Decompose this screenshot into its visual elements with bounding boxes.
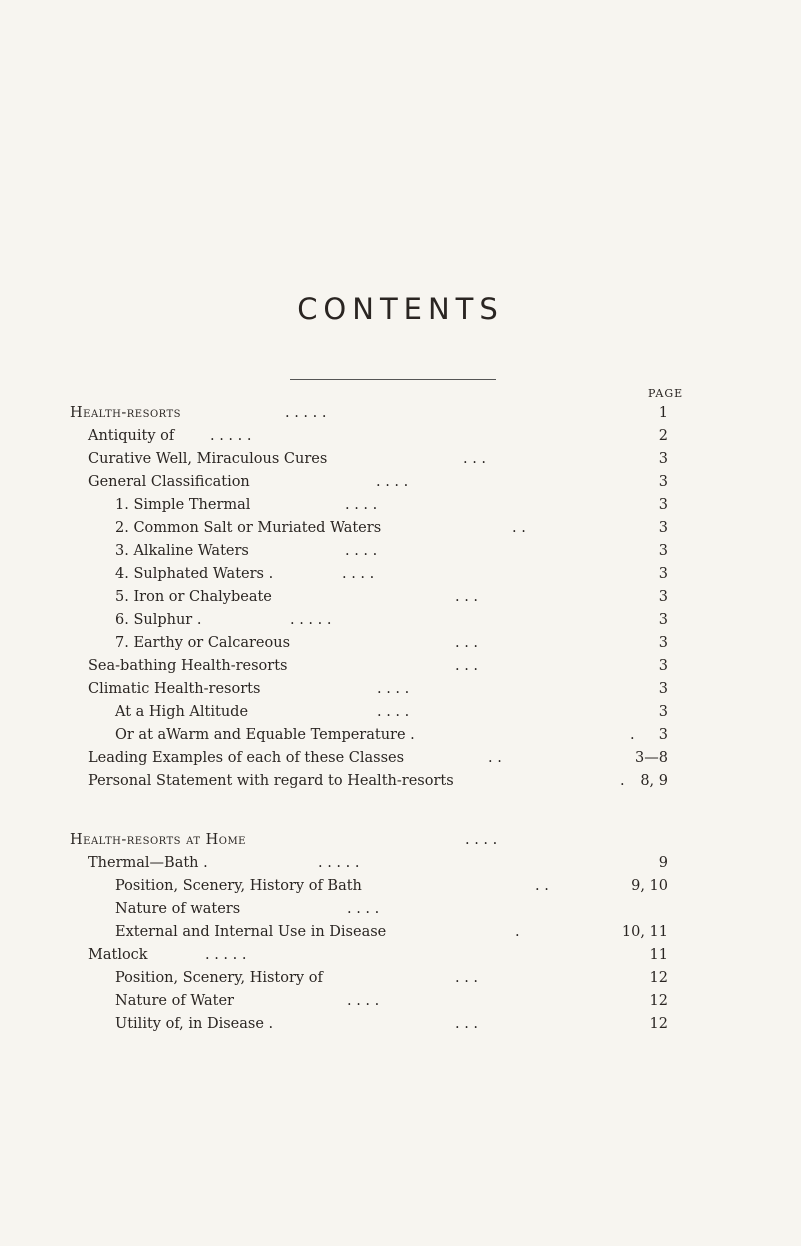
toc-entry-label: Nature of Water xyxy=(115,993,234,1009)
toc-entry[interactable] xyxy=(88,425,668,447)
leader-dots: . . . . xyxy=(347,901,380,917)
toc-entry-label: Curative Well, Miraculous Cures xyxy=(88,451,328,467)
toc-entry-page: 3 xyxy=(658,474,668,490)
toc-entry-page: 3 xyxy=(658,727,668,743)
toc-entry[interactable] xyxy=(88,678,668,700)
toc-entry[interactable] xyxy=(88,747,668,769)
toc-entry[interactable] xyxy=(115,898,668,920)
toc-entry-page: 3 xyxy=(658,658,668,674)
toc-entry-page: 12 xyxy=(649,1016,668,1032)
toc-entry-label: 3. Alkaline Waters xyxy=(115,543,249,559)
toc-entry[interactable] xyxy=(115,609,668,631)
leader-dots: . xyxy=(515,924,520,940)
leader-dots: . . . . xyxy=(347,993,380,1009)
toc-entry-page: 2 xyxy=(658,428,668,444)
leader-dots: . xyxy=(630,727,635,743)
leader-dots: . xyxy=(620,773,625,789)
toc-entry[interactable] xyxy=(115,632,668,654)
leader-dots: . . . . xyxy=(377,704,410,720)
toc-entry-label: Nature of waters xyxy=(115,901,241,917)
leader-dots: . . xyxy=(535,878,549,894)
toc-entry-page: 3 xyxy=(658,520,668,536)
toc-entry-label: Health-resorts xyxy=(70,405,182,421)
toc-entry-label: Personal Statement with regard to Health-resorts xyxy=(88,773,454,789)
toc-entry-page: 3 xyxy=(658,612,668,628)
leader-dots: . . . . . xyxy=(205,947,247,963)
toc-entry-label: External and Internal Use in Disease xyxy=(115,924,387,940)
toc-entry[interactable] xyxy=(115,1013,668,1035)
title-rule xyxy=(290,379,496,380)
toc-entry[interactable] xyxy=(115,586,668,608)
toc-entry-label: General Classification xyxy=(88,474,250,490)
toc-entry-page: 11 xyxy=(649,947,668,963)
toc-entry-page: 3 xyxy=(658,543,668,559)
leader-dots: . . . xyxy=(455,658,479,674)
toc-entry[interactable] xyxy=(88,852,668,874)
toc-entry[interactable] xyxy=(115,540,668,562)
toc-entry[interactable] xyxy=(115,967,668,989)
leader-dots: . . . . . xyxy=(318,855,360,871)
page-column-header: PAGE xyxy=(648,387,684,400)
leader-dots: . . . xyxy=(455,635,479,651)
toc-entry-label: Sea-bathing Health-resorts xyxy=(88,658,288,674)
toc-entry-label: Position, Scenery, History of Bath xyxy=(115,878,362,894)
toc-entry-page: 3 xyxy=(658,451,668,467)
toc-entry-page: 10, 11 xyxy=(621,924,668,940)
toc-entry[interactable] xyxy=(88,944,668,966)
leader-dots: . . . . xyxy=(342,566,375,582)
toc-entry-page: 12 xyxy=(649,970,668,986)
toc-entry-label: 6. Sulphur . xyxy=(115,612,202,628)
toc-entry[interactable] xyxy=(115,990,668,1012)
leader-dots: . . . . xyxy=(465,832,498,848)
toc-entry[interactable] xyxy=(88,448,668,470)
toc-entry-label: Position, Scenery, History of xyxy=(115,970,323,986)
leader-dots: . . . . . xyxy=(285,405,327,421)
toc-entry[interactable] xyxy=(88,770,668,792)
toc-entry-health-resorts-at-home[interactable] xyxy=(70,829,668,851)
toc-entry-label: At a High Altitude xyxy=(115,704,249,720)
toc-entry-label: 1. Simple Thermal xyxy=(115,497,251,513)
toc-entry-health-resorts[interactable] xyxy=(70,402,668,424)
toc-entry-label: Climatic Health-resorts xyxy=(88,681,261,697)
page-title: CONTENTS xyxy=(297,292,504,326)
leader-dots: . . . . . xyxy=(210,428,252,444)
leader-dots: . . . xyxy=(455,1016,479,1032)
toc-entry-page: 3 xyxy=(658,681,668,697)
leader-dots: . . . . xyxy=(377,681,410,697)
leader-dots: . . xyxy=(488,750,502,766)
toc-entry[interactable] xyxy=(115,921,668,943)
toc-entry-page: 3 xyxy=(658,566,668,582)
toc-entry-label: Leading Examples of each of these Classes xyxy=(88,750,405,766)
toc-entry-page: 3 xyxy=(658,589,668,605)
toc-entry-page: 9 xyxy=(658,855,668,871)
toc-entry[interactable] xyxy=(115,875,668,897)
leader-dots: . . . . xyxy=(376,474,409,490)
toc-entry-label: Or at aWarm and Equable Temperature . xyxy=(115,727,415,743)
toc-entry-page: 9, 10 xyxy=(631,878,668,894)
toc-entry-label: Antiquity of xyxy=(88,428,175,444)
toc-entry-label: 5. Iron or Chalybeate xyxy=(115,589,272,605)
toc-entry-label: 4. Sulphated Waters . xyxy=(115,566,274,582)
toc-entry-label: Utility of, in Disease . xyxy=(115,1016,274,1032)
leader-dots: . . . xyxy=(463,451,487,467)
toc-entry[interactable] xyxy=(115,563,668,585)
leader-dots: . . . . . xyxy=(290,612,332,628)
toc-entry-page: 3—8 xyxy=(635,750,668,766)
toc-entry-label: Health-resorts at Home xyxy=(70,832,246,848)
toc-entry-label: 2. Common Salt or Muriated Waters xyxy=(115,520,382,536)
toc-entry-page: 12 xyxy=(649,993,668,1009)
leader-dots: . . . xyxy=(455,589,479,605)
toc-entry[interactable] xyxy=(115,494,668,516)
toc-entry-page: 3 xyxy=(658,635,668,651)
toc-entry-label: 7. Earthy or Calcareous xyxy=(115,635,291,651)
toc-entry[interactable] xyxy=(88,655,668,677)
toc-entry[interactable] xyxy=(115,517,668,539)
toc-entry[interactable] xyxy=(88,471,668,493)
leader-dots: . . . . xyxy=(345,543,378,559)
toc-entry-label: Matlock xyxy=(88,947,148,963)
toc-entry-page: 3 xyxy=(658,497,668,513)
leader-dots: . . . xyxy=(455,970,479,986)
toc-entry-page: 1 xyxy=(658,405,668,421)
toc-entry-label: Thermal—Bath . xyxy=(88,855,208,871)
leader-dots: . . xyxy=(512,520,526,536)
toc-entry-page: 8, 9 xyxy=(640,773,668,789)
toc-entry[interactable] xyxy=(115,724,668,746)
toc-entry-page: 3 xyxy=(658,704,668,720)
leader-dots: . . . . xyxy=(345,497,378,513)
toc-entry[interactable] xyxy=(115,701,668,723)
